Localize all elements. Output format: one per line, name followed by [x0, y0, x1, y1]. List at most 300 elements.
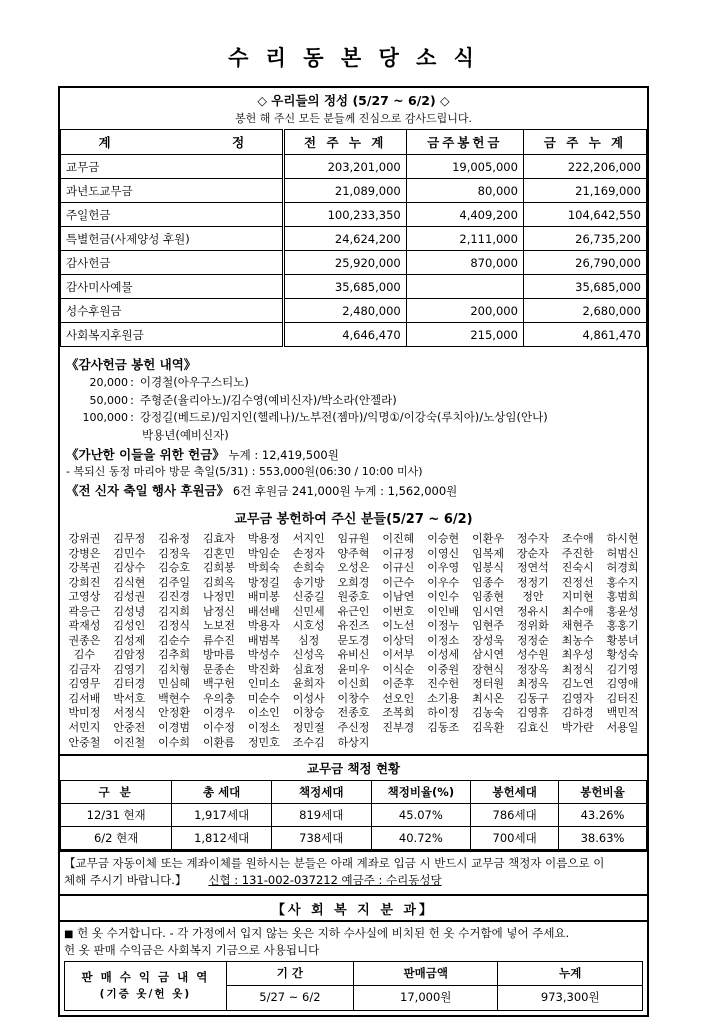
donor-name: 김승호	[158, 561, 191, 575]
donor-name: 이진혜	[382, 532, 415, 546]
donor-name: 김하경	[561, 706, 594, 720]
donor-name: 정민호	[247, 735, 280, 749]
welfare-body	[60, 922, 647, 1015]
donor-name: 김영애	[606, 677, 639, 691]
donor-name: 조복희	[382, 706, 415, 720]
donor-name: 김노연	[561, 677, 594, 691]
assessment-title: 교무금 책정 현황	[61, 756, 647, 781]
table-row	[61, 299, 647, 323]
donor-name: 강위권	[68, 532, 101, 546]
donor-name: 임시연	[472, 604, 504, 618]
donor-name: 채현주	[561, 619, 594, 633]
donor-name: 김성녕	[113, 604, 146, 618]
donor-name: 이우수	[427, 575, 460, 589]
column-header-sales-total: 누계	[498, 962, 643, 986]
donor-name: 지미현	[561, 590, 594, 604]
thanks-offering-amount: 20,000	[89, 376, 128, 389]
sales-amount: 17,000원	[353, 986, 498, 1010]
donor-name: 김성제	[113, 633, 146, 647]
donor-name: 손희숙	[292, 561, 325, 575]
donor-name: 인미소	[247, 677, 280, 691]
offering-current-total: 26,735,200	[523, 227, 646, 251]
donor-name: 강병은	[68, 546, 101, 560]
offering-item-name: 특별헌금(사제양성 후원)	[61, 227, 284, 251]
donor-name: 진수헌	[427, 677, 460, 691]
assessment-assessed-rate: 45.07%	[371, 804, 471, 827]
thanks-offering-entry	[66, 374, 647, 392]
offering-current-total: 2,680,000	[523, 299, 646, 323]
offering-prev-total: 2,480,000	[283, 299, 406, 323]
donor-name: 나정민	[203, 590, 235, 604]
donor-name: 서용일	[606, 720, 639, 734]
donor-name: 이환름	[203, 735, 235, 749]
donor-name: 이수희	[158, 735, 191, 749]
table-row	[61, 275, 647, 299]
donor-name: 정위화	[516, 619, 549, 633]
donor-name: 이정소	[427, 633, 460, 647]
offering-week-amount: 200,000	[406, 299, 523, 323]
donor-name: 이정누	[427, 619, 460, 633]
donor-name: 이환우	[472, 532, 504, 546]
thanks-offering-amount: 50,000	[89, 393, 128, 407]
column-header-week-offering: 금주봉헌금	[406, 130, 523, 155]
donor-name: 김영기	[113, 662, 146, 676]
column-header-division: 구 분	[61, 781, 172, 804]
donor-name: 정유시	[516, 604, 549, 618]
donor-name: 백현수	[158, 691, 191, 705]
donor-name: 김추희	[158, 648, 191, 662]
donor-name: 임규원	[337, 532, 370, 546]
donor-name: 김암정	[113, 648, 146, 662]
page-title: 수 리 동 본 당 소 식	[228, 46, 479, 70]
assessment-assessed-rate: 40.72%	[371, 827, 471, 850]
sales-period: 5/27 ~ 6/2	[226, 986, 353, 1010]
donor-name: 이창수	[337, 691, 370, 705]
bank-account-info: 신협 : 131-002-037212 예금주 : 수리동성당	[208, 873, 442, 888]
offering-prev-total: 35,685,000	[283, 275, 406, 299]
donor-name: 정수자	[516, 532, 549, 546]
feast-offering-heading: 《전 신자 축일 행사 후원금》	[66, 482, 230, 498]
donor-name: 김농숙	[472, 706, 504, 720]
donors-name-grid	[60, 532, 647, 754]
donor-name: 이우영	[427, 561, 460, 575]
donor-name: 오성은	[337, 561, 370, 575]
assessment-total-households: 1,812세대	[172, 827, 272, 850]
donor-name: 허경희	[606, 561, 639, 575]
offering-week-amount: 4,409,200	[406, 203, 523, 227]
donor-name: 심정	[298, 633, 320, 647]
donor-name: 하상지	[337, 735, 370, 749]
assessment-offered-rate: 38.63%	[559, 827, 647, 850]
offering-week-amount: 870,000	[406, 251, 523, 275]
offering-week-amount: 80,000	[406, 179, 523, 203]
donor-name: 삼시연	[472, 648, 504, 662]
offering-band-title: ◇ 우리들의 정성 (5/27 ~ 6/2) ◇	[257, 93, 450, 108]
assessment-assessed: 819세대	[271, 804, 371, 827]
donor-name: 김진경	[158, 590, 191, 604]
donor-name: 이승현	[427, 532, 460, 546]
donor-name: 안중전	[113, 720, 146, 734]
donor-name: 진부경	[382, 720, 415, 734]
donor-name: 홍수지	[606, 575, 639, 589]
donor-name: 김혼민	[203, 546, 235, 560]
donor-name: 장순자	[516, 546, 549, 560]
donor-name: 이성사	[292, 691, 325, 705]
donor-name: 김유정	[158, 532, 191, 546]
donor-name: 강희진	[68, 575, 101, 589]
donor-name: 조수김	[292, 735, 325, 749]
donor-name: 김영휴	[516, 706, 549, 720]
column-header-prev-total: 전 주 누 계	[283, 130, 406, 155]
donor-name: 김정식	[158, 619, 191, 633]
thanks-offering-separator: :	[130, 375, 134, 389]
donor-name: 시호성	[292, 619, 325, 633]
donor-name: 박성수	[247, 648, 280, 662]
assessment-table	[60, 756, 647, 850]
donor-name: 김식현	[113, 575, 146, 589]
poor-offering-heading: 《가난한 이들을 위한 헌금》	[66, 446, 225, 462]
offering-table-header-row	[61, 130, 647, 155]
donor-name: 미순수	[247, 691, 280, 705]
offering-current-total: 21,169,000	[523, 179, 646, 203]
donor-name: 이식순	[382, 662, 415, 676]
donor-name: 이신희	[337, 677, 370, 691]
offering-current-total: 222,206,000	[523, 155, 646, 179]
account-note-text2: 체해 주시기 바랍니다.】	[64, 873, 187, 888]
donor-name: 박미정	[68, 706, 101, 720]
table-row	[61, 251, 647, 275]
donor-name: 곽재성	[68, 619, 101, 633]
account-note	[58, 852, 649, 896]
offering-item-name: 교무금	[61, 155, 284, 179]
donor-name: 박가란	[561, 720, 594, 734]
donor-name: 이성세	[427, 648, 460, 662]
assessment-offered: 786세대	[471, 804, 559, 827]
donor-name: 소기용	[427, 691, 460, 705]
donor-name: 정정기	[516, 575, 549, 589]
welfare-text1: 헌 옷 수거합니다. - 각 가정에서 입지 않는 옷은 지하 수사실에 비치된 헌 옷 수거함에 넣어 주세요.	[77, 925, 570, 940]
donor-name: 주진한	[561, 546, 594, 560]
donor-name: 서민지	[68, 720, 101, 734]
donor-name: 최정옥	[516, 677, 549, 691]
table-row	[61, 179, 647, 203]
donor-name: 정민절	[292, 720, 325, 734]
offering-current-total: 104,642,550	[523, 203, 646, 227]
donor-name: 유비신	[337, 648, 370, 662]
donor-name: 최정식	[561, 662, 594, 676]
donor-name: 최수애	[561, 604, 594, 618]
donor-name: 최우성	[561, 648, 594, 662]
donor-name: 안중철	[68, 735, 101, 749]
donor-name: 서지인	[292, 532, 325, 546]
donor-name: 김치형	[158, 662, 191, 676]
offering-item-name: 과년도교무금	[61, 179, 284, 203]
donor-name: 김민수	[113, 546, 146, 560]
offering-prev-total: 4,646,470	[283, 323, 406, 347]
thanks-offering-names: 주형준(율리아노)/김수영(예비신자)/박소라(안젤라)	[139, 392, 397, 407]
offering-prev-total: 21,089,000	[283, 179, 406, 203]
donor-name: 방마름	[203, 648, 235, 662]
donor-name: 임현주	[472, 619, 504, 633]
assessment-offered-rate: 43.26%	[559, 804, 647, 827]
donor-name: 배범복	[247, 633, 280, 647]
donor-name: 임복제	[472, 546, 504, 560]
donor-name: 오희경	[337, 575, 370, 589]
offering-table-body	[61, 155, 647, 347]
donor-name: 박용정	[247, 532, 280, 546]
donor-name: 강복권	[68, 561, 101, 575]
donor-name: 남정신	[203, 604, 235, 618]
welfare-title: 【사 회 복 지 분 과】	[60, 896, 647, 922]
thanks-offering-entry	[66, 409, 647, 427]
column-header-total-households: 총 세대	[172, 781, 272, 804]
sales-total: 973,300원	[498, 986, 643, 1010]
offering-prev-total: 25,920,000	[283, 251, 406, 275]
donor-name: 정연석	[516, 561, 549, 575]
offering-item-name: 감사헌금	[61, 251, 284, 275]
donor-name: 이규신	[382, 561, 415, 575]
donor-name: 심효정	[292, 662, 325, 676]
donor-name: 유근인	[337, 604, 370, 618]
table-row	[61, 804, 647, 827]
donor-name: 배선배	[247, 604, 280, 618]
donor-name: 김성권	[113, 590, 146, 604]
donors-title: 교무금 봉헌하여 주신 분들(5/27 ~ 6/2)	[234, 512, 473, 528]
donor-name: 박용자	[247, 619, 280, 633]
donor-name: 임종현	[472, 590, 504, 604]
donor-name: 김영자	[561, 691, 594, 705]
donor-name: 배미봉	[247, 590, 280, 604]
donor-name: 권종은	[68, 633, 101, 647]
donor-name: 이남연	[382, 590, 415, 604]
assessment-assessed: 738세대	[271, 827, 371, 850]
donor-name: 홍윤성	[606, 604, 639, 618]
offering-week-amount: 19,005,000	[406, 155, 523, 179]
donor-name: 이준후	[382, 677, 415, 691]
assessment-total-households: 1,917세대	[172, 804, 272, 827]
donor-name: 김효신	[516, 720, 549, 734]
donor-name: 허범신	[606, 546, 639, 560]
feast-offering-line	[66, 481, 647, 500]
donor-name: 김효자	[203, 532, 235, 546]
column-header-item-part1: 계	[98, 135, 111, 150]
column-header-offered: 봉헌세대	[471, 781, 559, 804]
account-note-text1: 【교무금 자동이체 또는 계좌이체를 원하시는 분들은 아래 계좌로 입금 시 반드시 교무금 책정자 이름으로 이	[64, 856, 605, 871]
poor-offering-detail: - 복되신 동정 마리아 방문 축일(5/31) : 553,000원(06:30 / 10:00 미사)	[66, 465, 423, 479]
donor-name: 김서배	[68, 691, 101, 705]
donor-name: 신중길	[292, 590, 325, 604]
donor-name: 이인수	[427, 590, 460, 604]
offering-item-name: 주일헌금	[61, 203, 284, 227]
offering-prev-total: 203,201,000	[283, 155, 406, 179]
welfare-section	[58, 896, 649, 1017]
donor-name: 이인배	[427, 604, 460, 618]
thanks-offering-separator: :	[130, 410, 134, 425]
donor-name: 박희숙	[247, 561, 280, 575]
donor-name: 이서부	[382, 648, 415, 662]
donor-name: 이근수	[382, 575, 415, 589]
square-bullet-icon: ■	[64, 928, 74, 940]
assessment-header-row	[61, 781, 647, 804]
assessment-period: 12/31 현재	[61, 804, 172, 827]
donor-name: 백민적	[606, 706, 639, 720]
donor-name: 박진화	[247, 662, 280, 676]
donor-name: 이영신	[427, 546, 460, 560]
donor-name: 조수애	[561, 532, 594, 546]
account-note-line2	[64, 872, 643, 889]
thanks-offering-entry	[66, 392, 647, 410]
donor-name: 민심혜	[158, 677, 191, 691]
donor-name: 이번호	[382, 604, 415, 618]
donor-name: 방정길	[247, 575, 280, 589]
donor-name: 노보전	[203, 619, 235, 633]
column-header-item	[61, 130, 284, 155]
offering-week-amount: 215,000	[406, 323, 523, 347]
donor-name: 홍범희	[606, 590, 639, 604]
donor-name: 정안	[522, 590, 544, 604]
donor-name: 윤희자	[292, 677, 325, 691]
donor-name: 김금자	[68, 662, 101, 676]
donor-name: 정정순	[516, 633, 549, 647]
donor-name: 김정욱	[158, 546, 191, 560]
donor-name: 최시온	[472, 691, 504, 705]
offering-table	[60, 129, 647, 347]
offering-section	[58, 86, 649, 756]
welfare-line1	[64, 925, 643, 942]
donor-name: 백구헌	[203, 677, 235, 691]
donor-name: 신민세	[292, 604, 325, 618]
donor-name: 이진철	[113, 735, 146, 749]
donor-name: 전종호	[337, 706, 370, 720]
donor-name: 김상수	[113, 561, 146, 575]
thanks-offering-amount: 100,000	[82, 411, 128, 425]
donor-name: 장현식	[472, 662, 504, 676]
column-header-assessed: 책정세대	[271, 781, 371, 804]
donor-name: 임종수	[472, 575, 504, 589]
donor-name: 김주일	[158, 575, 191, 589]
donor-name: 이중원	[427, 662, 460, 676]
column-header-sales-amount: 판매금액	[353, 962, 498, 986]
donor-name: 유진즈	[337, 619, 370, 633]
offering-item-name: 감사미사예물	[61, 275, 284, 299]
donor-name: 최농수	[561, 633, 594, 647]
table-row	[61, 155, 647, 179]
offering-week-amount: 2,111,000	[406, 227, 523, 251]
donor-name: 김희봉	[203, 561, 235, 575]
donor-name: 진정선	[561, 575, 594, 589]
donor-name: 김영무	[68, 677, 101, 691]
donor-name: 이경범	[158, 720, 191, 734]
sales-row-sublabel: (기증 옷/헌 옷)	[99, 987, 192, 1000]
assessment-title-row	[61, 756, 647, 781]
table-row	[61, 827, 647, 850]
sales-row-label-cell	[65, 962, 227, 1011]
donor-name: 이창승	[292, 706, 325, 720]
donor-name: 윤미우	[337, 662, 370, 676]
sales-header-row	[65, 962, 643, 986]
donor-name: 이노선	[382, 619, 415, 633]
donor-name: 김성인	[113, 619, 146, 633]
donor-name: 이경우	[203, 706, 235, 720]
thanks-offering-separator: :	[130, 392, 134, 407]
donor-name: 황봉녀	[606, 633, 639, 647]
donor-name: 김터진	[606, 691, 639, 705]
donor-name: 양주혁	[337, 546, 370, 560]
column-header-period: 기 간	[226, 962, 353, 986]
donor-name: 홍홍기	[606, 619, 639, 633]
offering-current-total: 4,861,470	[523, 323, 646, 347]
donor-name: 김옥환	[472, 720, 504, 734]
donor-name: 우의충	[203, 691, 235, 705]
donor-name: 황성숙	[606, 648, 639, 662]
table-row	[61, 227, 647, 251]
donor-name: 장성욱	[472, 633, 504, 647]
donor-name: 송기방	[292, 575, 325, 589]
donor-name: 원중호	[337, 590, 370, 604]
donor-name: 이수정	[203, 720, 235, 734]
donor-name: 이규정	[382, 546, 415, 560]
donor-name: 곽응근	[68, 604, 101, 618]
offering-item-name: 성수후원금	[61, 299, 284, 323]
donor-name: 이정소	[247, 720, 280, 734]
donor-name: 고영상	[68, 590, 101, 604]
donor-name: 김희옥	[203, 575, 235, 589]
donor-name: 김무정	[113, 532, 146, 546]
donor-name: 박서호	[113, 691, 146, 705]
column-header-assessed-rate: 책정비율(%)	[371, 781, 471, 804]
donor-name: 김동조	[427, 720, 460, 734]
poor-offering-total: 누계 : 12,419,500원	[228, 447, 339, 462]
assessment-offered: 700세대	[471, 827, 559, 850]
sales-row-label: 판 매 수 익 금 내 역	[81, 970, 210, 985]
offering-prev-total: 24,624,200	[283, 227, 406, 251]
donor-name: 임봉식	[472, 561, 504, 575]
thanks-offering-continuation: 박용년(예비신자)	[142, 428, 229, 443]
donor-name: 서정식	[113, 706, 146, 720]
donor-name: 하이정	[427, 706, 460, 720]
table-row	[61, 203, 647, 227]
donor-name: 문종손	[203, 662, 235, 676]
offering-current-total: 26,790,000	[523, 251, 646, 275]
column-header-item-part2: 정	[232, 135, 245, 150]
column-header-offered-rate: 봉헌비율	[559, 781, 647, 804]
table-row	[61, 323, 647, 347]
offering-week-amount	[406, 275, 523, 299]
offering-item-name: 사회복지후원금	[61, 323, 284, 347]
donor-name: 김기영	[606, 662, 639, 676]
donor-name: 김터경	[113, 677, 146, 691]
sales-table	[64, 961, 643, 1011]
donor-name: 박임순	[247, 546, 280, 560]
offering-current-total: 35,685,000	[523, 275, 646, 299]
donor-name: 주신정	[337, 720, 370, 734]
donor-name: 선오인	[382, 691, 415, 705]
donor-name: 김수	[73, 648, 96, 662]
column-header-current-total: 금 주 누 계	[523, 130, 646, 155]
offering-prev-total: 100,233,350	[283, 203, 406, 227]
donor-name: 성수원	[516, 648, 549, 662]
poor-offering-line	[66, 445, 647, 464]
donor-name: 문도경	[337, 633, 370, 647]
account-note-line1	[64, 855, 643, 872]
donor-name: 안정환	[158, 706, 191, 720]
assessment-section	[58, 756, 649, 852]
thanks-offering-names: 이경철(아우구스티노)	[139, 375, 249, 389]
offering-notes	[60, 347, 647, 502]
donor-name: 이소인	[247, 706, 280, 720]
donor-name: 김지희	[158, 604, 191, 618]
offering-band-subtitle: 봉헌 해 주신 모든 분들께 진심으로 감사드립니다.	[235, 112, 472, 125]
